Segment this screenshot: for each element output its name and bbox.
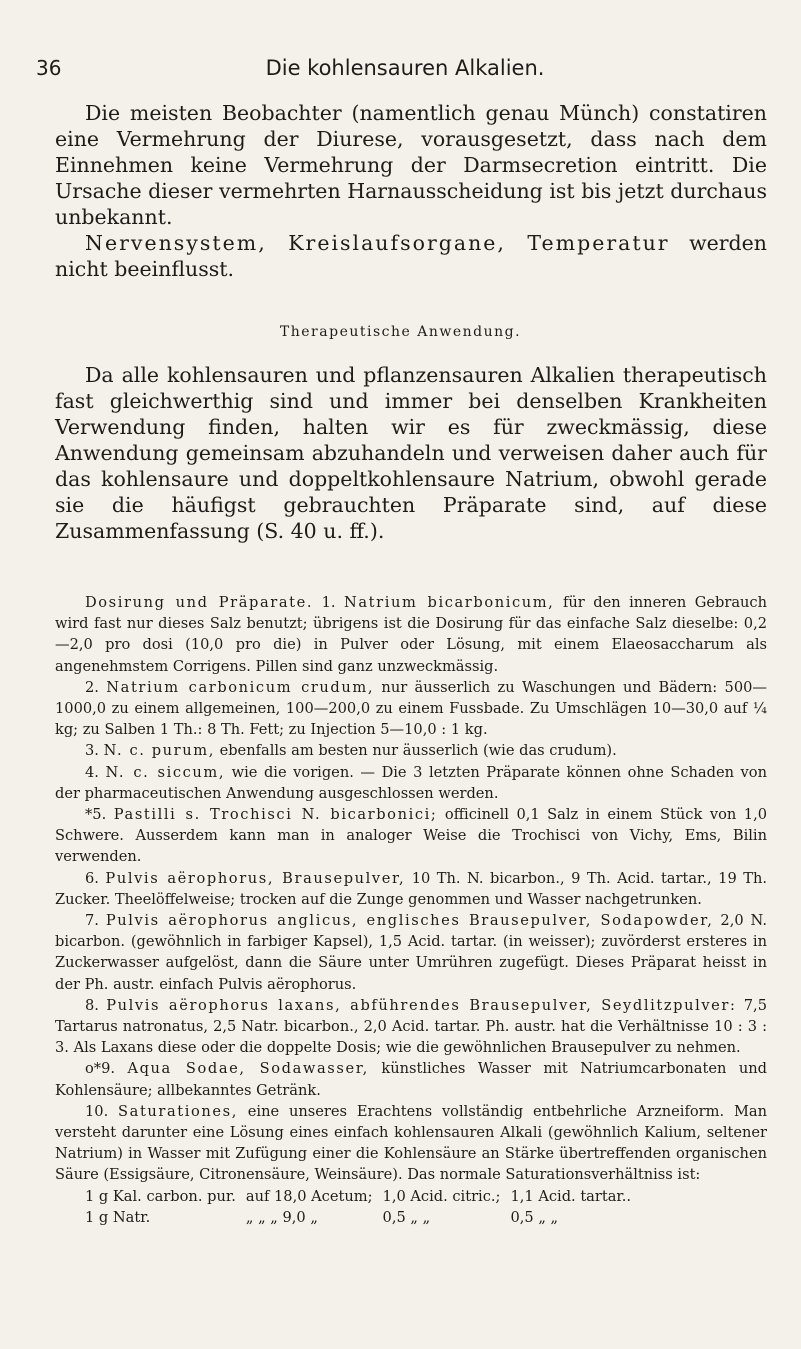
item-text: 7,5 Tartarus natronatus, 2,5 Natr. bicarbon., 2,0 Acid. tartar. Ph. austr. hat die Verhältnisse 10 : 3 : 3. Als Laxans diese oder die doppelte Dosis; wie die gewöhnlichen Brausepulver zu nehmen. — [55, 996, 767, 1057]
item-number: 2. — [85, 678, 107, 696]
saturation-ratio-table — [85, 1186, 641, 1228]
therapy-text — [55, 362, 767, 544]
item-number: 3. — [85, 742, 104, 760]
item-number: *5. — [85, 806, 114, 824]
dosage-item-9 — [55, 1058, 767, 1100]
preparation-name: Natrium bicarbonicum, — [344, 594, 555, 611]
running-title: Die kohlensauren Alkalien. — [265, 56, 545, 80]
table-cell: 1,1 Acid. tartar.. — [510, 1187, 632, 1205]
item-number: 1. — [313, 594, 344, 611]
item-number: 7. — [85, 912, 106, 930]
intro-paragraph-diuresis: Die meisten Beobachter (namentlich genau Münch) constatiren eine Vermehrung der Diurese, vorausgesetzt, dass nach dem Einnehmen keine Vermehrung der Darmsecretion eintritt. Die Ursache dieser vermehrten Harnausscheidung ist bis jetzt durchaus unbekannt. — [55, 101, 767, 229]
item-text: für den inneren Gebrauch wird fast nur dieses Salz benutzt; übrigens ist die Dosirung für das einfache Salz dieselbe: 0,2—2,0 pro dosi (10,0 pro die) in Pulver oder Lösung, mit einem Elaeosaccharum als angenehmstem Corrigens. Pillen sind ganz unzweckmässig. — [55, 594, 768, 675]
preparation-name: Pulvis aërophorus laxans, abführendes Brausepulver, Seydlitzpulver: — [106, 996, 737, 1014]
dosage-section — [55, 592, 767, 1228]
preparation-name: Pulvis aërophorus anglicus, englisches Brausepulver, Sodapowder, — [105, 912, 714, 930]
preparation-name: N. c. siccum, — [105, 763, 226, 781]
dosage-item-8 — [55, 995, 767, 1059]
table-row — [85, 1207, 641, 1228]
table-row — [85, 1186, 641, 1207]
item-text: künstliches Wasser mit Natriumcarbonaten und Kohlensäure; allbekanntes Getränk. — [55, 1060, 767, 1099]
preparation-name: Natrium carbonicum crudum, — [106, 678, 375, 696]
table-cell: auf 18,0 Acetum; — [245, 1187, 373, 1205]
dosage-item-6 — [55, 868, 767, 910]
item-number: o*9. — [85, 1060, 128, 1078]
item-text: ebenfalls am besten nur äusserlich (wie das crudum). — [214, 742, 617, 760]
dosage-heading: Dosirung und Präparate. — [85, 594, 314, 611]
spaced-phrase: Nervensystem, Kreislaufsorgane, Temperatur — [85, 231, 670, 255]
preparation-name: Aqua Sodae, Sodawasser, — [127, 1060, 369, 1078]
therapy-paragraph: Da alle kohlensauren und pflanzensauren Alkalien therapeutisch fast gleichwerthig sind und immer bei denselben Krankheiten Verwendung finden, halten wir es für zweckmässig, diese Anwendung gemeinsam abzuhandeln und verweisen daher auch für das kohlensaure und doppeltkohlensaure Natrium, obwohl gerade sie die häufigst gebrauchten Präparate sind, auf diese Zusammenfassung (S. 40 u. ff.). — [55, 363, 767, 543]
dosage-item-4 — [55, 762, 767, 804]
preparation-name: Pastilli s. Trochisci N. bicarbonici; — [113, 806, 438, 824]
dosage-item-1 — [55, 592, 767, 677]
item-number: 4. — [85, 763, 106, 781]
table-cell: „ „ „ 9,0 „ — [245, 1208, 318, 1226]
item-number: 10. — [85, 1102, 119, 1120]
item-number: 6. — [85, 869, 106, 887]
table-cell: 1,0 Acid. citric.; — [382, 1187, 501, 1205]
dosage-item-10 — [55, 1101, 767, 1186]
item-text: 2,0 N. bicarbon. (gewöhnlich in farbiger Kapsel), 1,5 Acid. tartar. (in weisser); zuvörderst ersteres in Zuckerwasser aufgelöst, dann die Säure unter Umrühren zugefügt. Dieses Präparat heisst in der Ph. austr. einfach Pulvis aërophorus. — [55, 912, 767, 993]
dosage-item-7 — [55, 910, 767, 995]
item-text: wie die vorigen. — Die 3 letzten Präparate können ohne Schaden von der pharmaceutischen Anwendung ausgeschlossen werden. — [55, 763, 767, 802]
item-text: officinell 0,1 Salz in einem Stück von 1,0 Schwere. Ausserdem kann man in analoger Weise die Trochisci von Vichy, Ems, Bilin verwenden. — [55, 806, 767, 866]
paragraph-continuation: werden nicht beeinflusst. — [55, 231, 767, 281]
dosage-item-3 — [55, 740, 767, 761]
preparation-name: Saturationes, — [118, 1102, 238, 1120]
intro-paragraph-nervous-system — [55, 230, 767, 282]
table-cell: 0,5 „ „ — [510, 1208, 559, 1226]
page-header — [30, 56, 780, 82]
page-number: 36 — [36, 56, 62, 80]
item-text: nur äusserlich zu Waschungen und Bädern: 500—1000,0 zu einem allgemeinen, 100—200,0 zu einem Fussbade. Zu Umschlägen 10—30,0 auf ¼ kg; zu Salben 1 Th.: 8 Th. Fett; zu Injection 5—10,0 : 1 kg. — [55, 678, 767, 739]
table-cell: 1 g Natr. — [85, 1208, 151, 1226]
preparation-name: N. c. purum, — [103, 742, 215, 760]
dosage-item-2 — [55, 677, 767, 741]
intro-text — [55, 100, 767, 282]
item-text: 10 Th. N. bicarbon., 9 Th. Acid. tartar., 19 Th. Zucker. Theelöffelweise; trocken auf die Zunge genommen und Wasser nachgetrunken. — [55, 869, 767, 908]
table-cell: 1 g Kal. carbon. pur. — [85, 1187, 236, 1205]
section-heading: Therapeutische Anwendung. — [279, 324, 522, 340]
item-number: 8. — [85, 996, 107, 1014]
preparation-name: Pulvis aërophorus, Brausepulver, — [105, 869, 406, 887]
dosage-item-5 — [55, 804, 767, 868]
item-text: eine unseres Erachtens vollständig entbehrliche Arzneiform. Man versteht darunter eine Lösung eines einfach kohlensauren Alkali (gewöhnlich Kalium, seltener Natrium) in Wasser mit Zufügung einer die Kohlensäure an Stärke übertreffenden organischen Säure (Essigsäure, Citronensäure, Weinsäure). Das normale Saturationsverhältniss ist: — [55, 1102, 767, 1184]
table-cell: 0,5 „ „ — [382, 1208, 431, 1226]
